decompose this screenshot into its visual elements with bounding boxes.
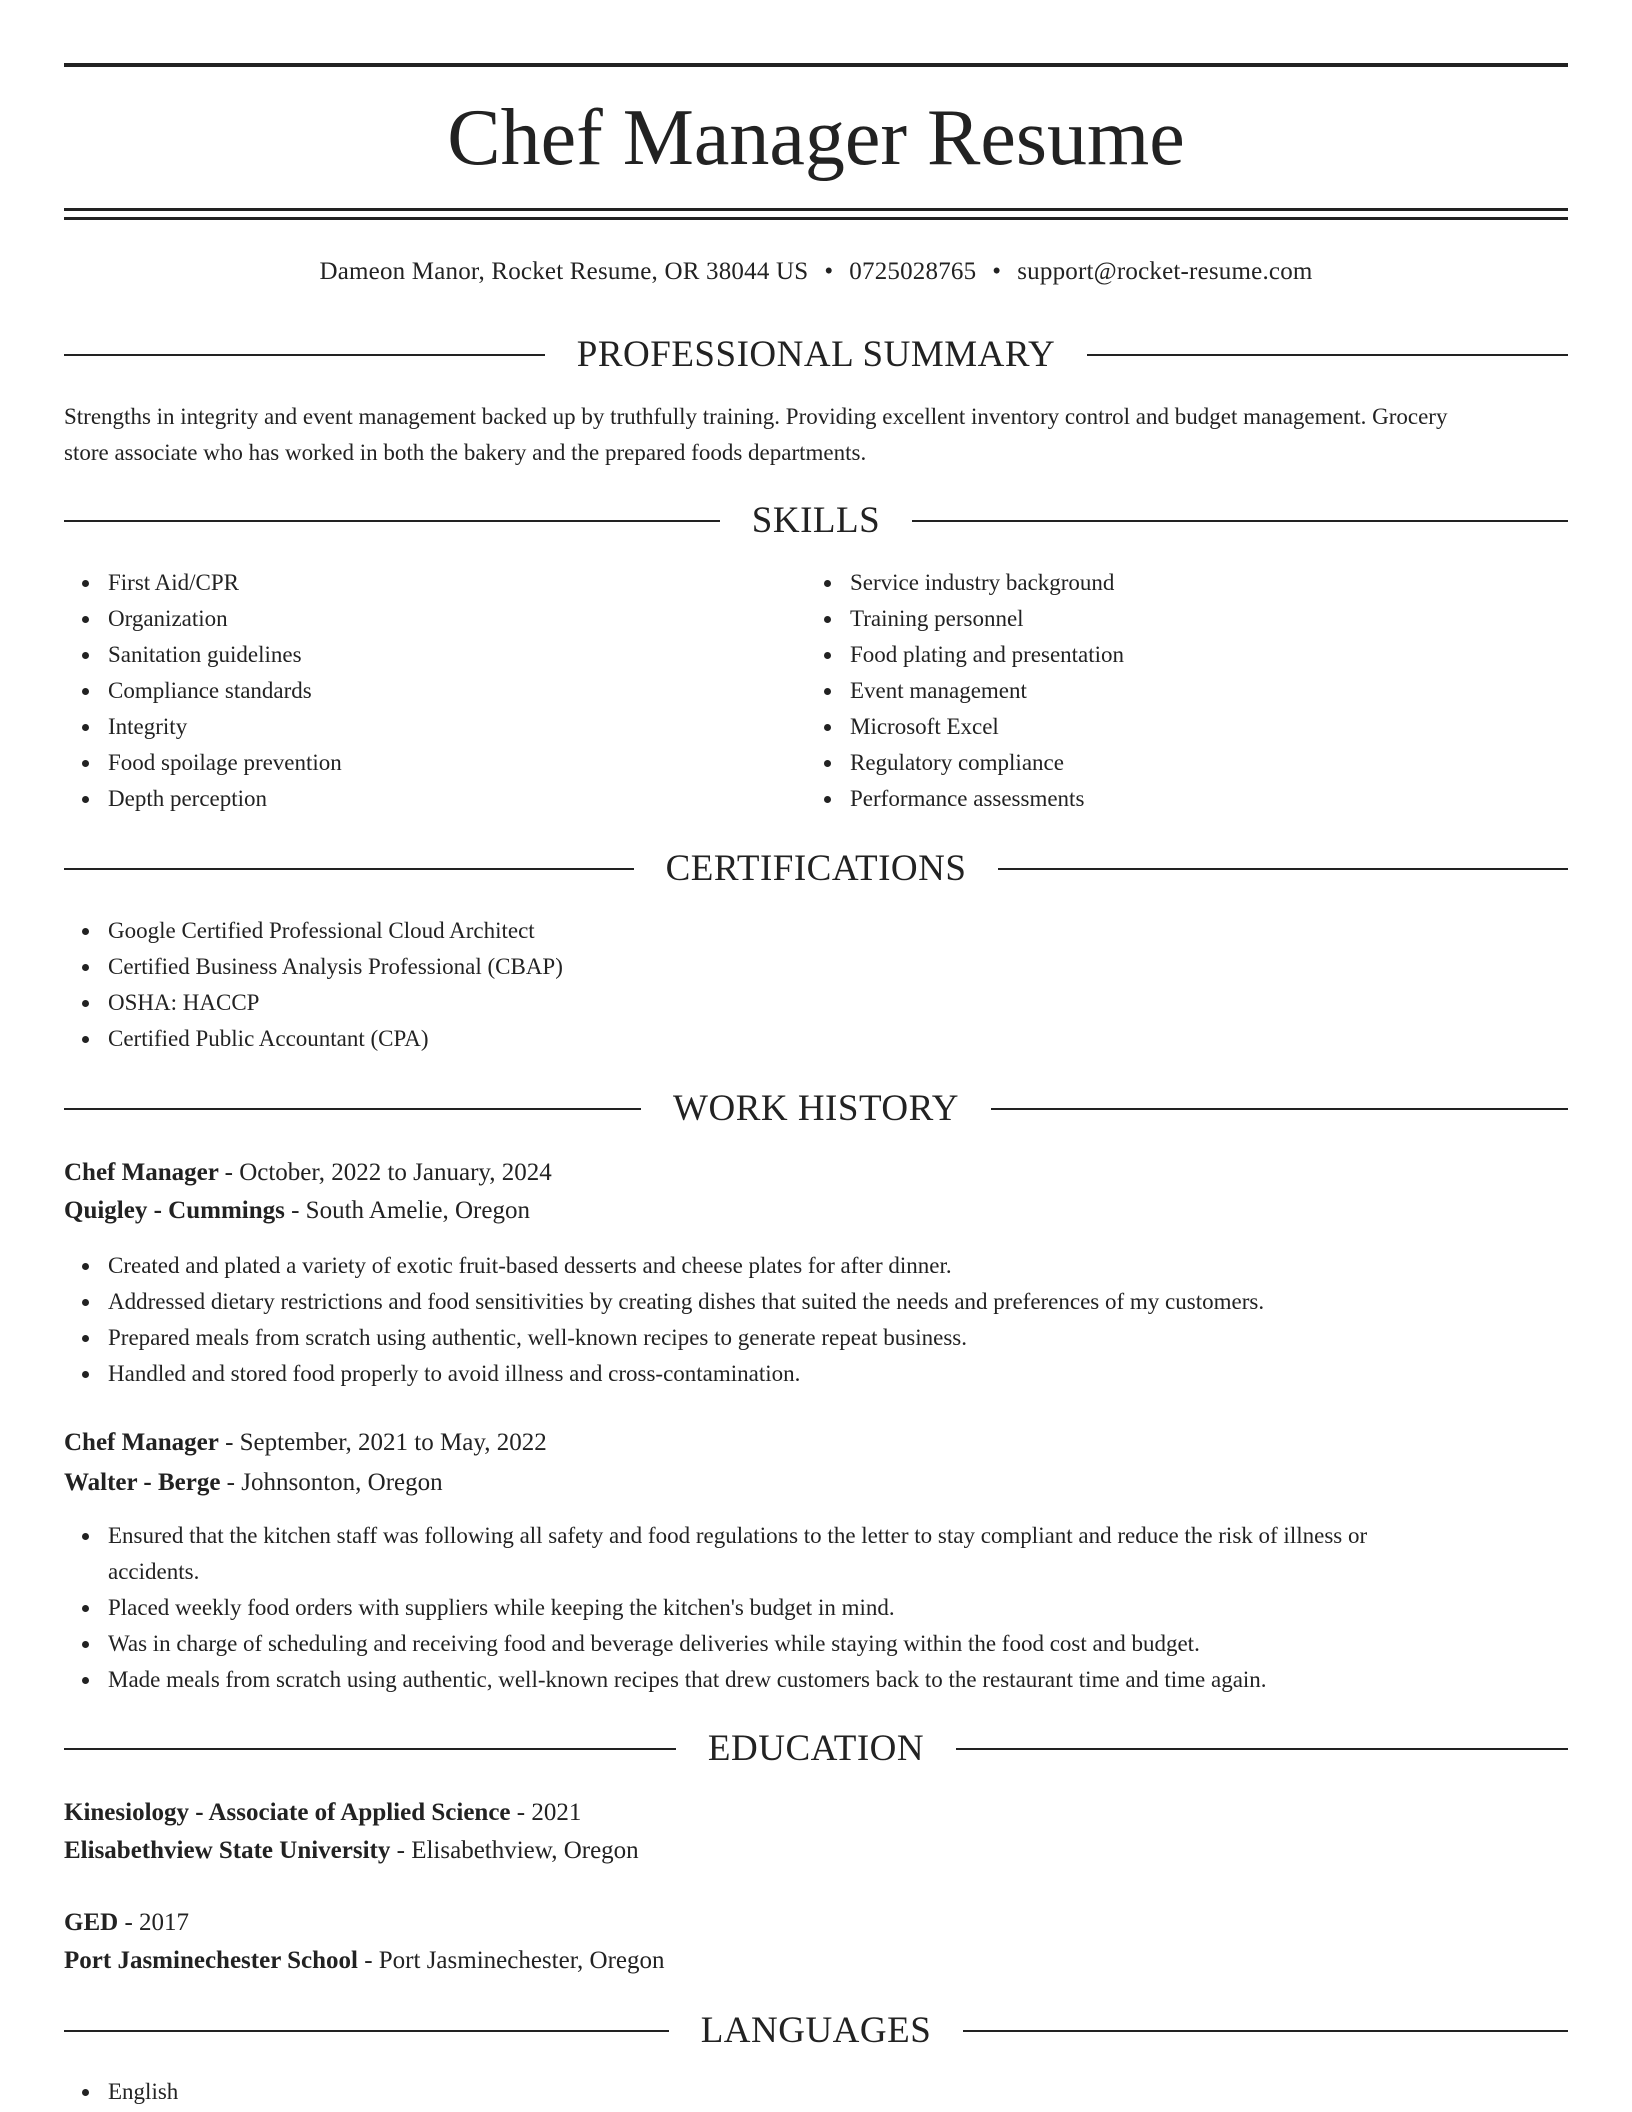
job-bullet: Created and plated a variety of exotic fruit-based desserts and cheese plates for after dinner. bbox=[108, 1248, 1568, 1284]
heading-rule bbox=[64, 354, 545, 356]
education-school: Port Jasminechester School bbox=[64, 1947, 358, 1974]
section-heading-languages bbox=[64, 2008, 1568, 2054]
summary-line-1: Strengths in integrity and event management backed up by truthfully training. Providing excellent inventory control and budget management. Grocery bbox=[64, 404, 1448, 429]
language-item: English bbox=[108, 2074, 1568, 2110]
section-title: WORK HISTORY bbox=[673, 1088, 959, 1129]
skill-item: Regulatory compliance bbox=[850, 745, 1550, 781]
education-school: Elisabethview State University bbox=[64, 1837, 391, 1864]
education-degree: Kinesiology - Associate of Applied Science bbox=[64, 1799, 511, 1826]
title-double-rule bbox=[64, 208, 1568, 220]
resume-title: Chef Manager Resume bbox=[447, 94, 1185, 182]
job-bullet: Ensured that the kitchen staff was following all safety and food regulations to the letter to stay compliant and reduce the risk of illness or bbox=[108, 1518, 1568, 1554]
contact-separator: • bbox=[824, 258, 834, 285]
education-degree-line bbox=[64, 1904, 1568, 1942]
skills-list-left bbox=[64, 565, 808, 817]
skill-item: Compliance standards bbox=[108, 673, 808, 709]
skill-item: Event management bbox=[850, 673, 1550, 709]
section-heading-certifications bbox=[64, 846, 1568, 892]
section-heading-education bbox=[64, 1726, 1568, 1772]
heading-rule bbox=[1087, 354, 1568, 356]
job-bullet-continuation: accidents. bbox=[108, 1559, 200, 1584]
skill-item: Performance assessments bbox=[850, 781, 1550, 817]
contact-email[interactable]: support@rocket-resume.com bbox=[1017, 258, 1313, 285]
certification-item: OSHA: HACCP bbox=[108, 985, 1568, 1021]
languages-list bbox=[64, 2074, 1568, 2110]
section-heading-work bbox=[64, 1086, 1568, 1132]
job-title-line bbox=[64, 1154, 1568, 1192]
job-company-line bbox=[64, 1192, 1568, 1230]
job-location: - Johnsonton, Oregon bbox=[220, 1469, 443, 1496]
certification-item: Certified Public Accountant (CPA) bbox=[108, 1021, 1568, 1057]
section-title: CERTIFICATIONS bbox=[665, 848, 967, 889]
job-title: Chef Manager bbox=[64, 1429, 219, 1456]
section-title: EDUCATION bbox=[707, 1728, 925, 1769]
job-title: Chef Manager bbox=[64, 1159, 219, 1186]
contact-line bbox=[64, 254, 1568, 290]
contact-address: Dameon Manor, Rocket Resume, OR 38044 US bbox=[319, 258, 809, 285]
job-bullet: Made meals from scratch using authentic, well-known recipes that drew customers back to the restaurant time and time again. bbox=[108, 1662, 1568, 1698]
skill-item: Integrity bbox=[108, 709, 808, 745]
certification-item: Certified Business Analysis Professional (CBAP) bbox=[108, 949, 1568, 985]
summary-line-2: store associate who has worked in both the bakery and the prepared foods departments. bbox=[64, 440, 867, 465]
education-school-line bbox=[64, 1832, 1568, 1870]
contact-separator: • bbox=[992, 258, 1002, 285]
section-heading-skills bbox=[64, 498, 1568, 544]
job-bullets bbox=[64, 1518, 1568, 1698]
skill-item: Training personnel bbox=[850, 601, 1550, 637]
contact-phone[interactable]: 0725028765 bbox=[849, 258, 977, 285]
certification-item: Google Certified Professional Cloud Architect bbox=[108, 913, 1568, 949]
heading-rule bbox=[64, 1108, 641, 1110]
education-location: - Port Jasminechester, Oregon bbox=[357, 1947, 665, 1974]
certifications-list bbox=[64, 913, 1568, 1057]
skill-item: Depth perception bbox=[108, 781, 808, 817]
job-company: Walter - Berge bbox=[64, 1469, 221, 1496]
heading-rule bbox=[963, 2030, 1568, 2032]
job-bullets bbox=[64, 1248, 1568, 1392]
skill-item: Service industry background bbox=[850, 565, 1550, 601]
heading-rule bbox=[64, 1748, 676, 1750]
skill-item: Organization bbox=[108, 601, 808, 637]
section-title: LANGUAGES bbox=[700, 2010, 932, 2051]
job-dates: - September, 2021 to May, 2022 bbox=[218, 1429, 547, 1456]
job-title-line bbox=[64, 1424, 1568, 1462]
heading-rule bbox=[912, 520, 1568, 522]
education-location: - Elisabethview, Oregon bbox=[390, 1837, 639, 1864]
job-company: Quigley - Cummings bbox=[64, 1197, 285, 1224]
skill-item: First Aid/CPR bbox=[108, 565, 808, 601]
skill-item: Sanitation guidelines bbox=[108, 637, 808, 673]
education-school-line bbox=[64, 1942, 1568, 1980]
education-year: - 2017 bbox=[118, 1909, 190, 1936]
heading-rule bbox=[64, 520, 720, 522]
section-title: PROFESSIONAL SUMMARY bbox=[576, 334, 1056, 375]
skill-item: Food spoilage prevention bbox=[108, 745, 808, 781]
section-title: SKILLS bbox=[751, 500, 881, 541]
heading-rule bbox=[64, 868, 634, 870]
job-bullet: Handled and stored food properly to avoid illness and cross-contamination. bbox=[108, 1356, 1568, 1392]
heading-rule bbox=[64, 2030, 669, 2032]
job-company-line bbox=[64, 1464, 1568, 1502]
job-bullet: Addressed dietary restrictions and food sensitivities by creating dishes that suited the needs and preferences of my customers. bbox=[108, 1284, 1568, 1320]
job-dates: - October, 2022 to January, 2024 bbox=[224, 1159, 552, 1186]
skill-item: Food plating and presentation bbox=[850, 637, 1550, 673]
education-degree: GED bbox=[64, 1909, 119, 1936]
education-year: - 2021 bbox=[510, 1799, 582, 1826]
job-bullet: Prepared meals from scratch using authentic, well-known recipes to generate repeat business. bbox=[108, 1320, 1568, 1356]
education-degree-line bbox=[64, 1794, 1568, 1832]
job-bullet: Was in charge of scheduling and receiving food and beverage deliveries while staying within the food cost and budget. bbox=[108, 1626, 1568, 1662]
section-heading-summary bbox=[64, 332, 1568, 378]
job-bullet: Placed weekly food orders with suppliers while keeping the kitchen's budget in mind. bbox=[108, 1590, 1568, 1626]
heading-rule bbox=[956, 1748, 1568, 1750]
job-location: - South Amelie, Oregon bbox=[284, 1197, 530, 1224]
skills-list-right bbox=[806, 565, 1550, 817]
skill-item: Microsoft Excel bbox=[850, 709, 1550, 745]
top-rule bbox=[64, 63, 1568, 67]
heading-rule bbox=[998, 868, 1568, 870]
heading-rule bbox=[991, 1108, 1568, 1110]
